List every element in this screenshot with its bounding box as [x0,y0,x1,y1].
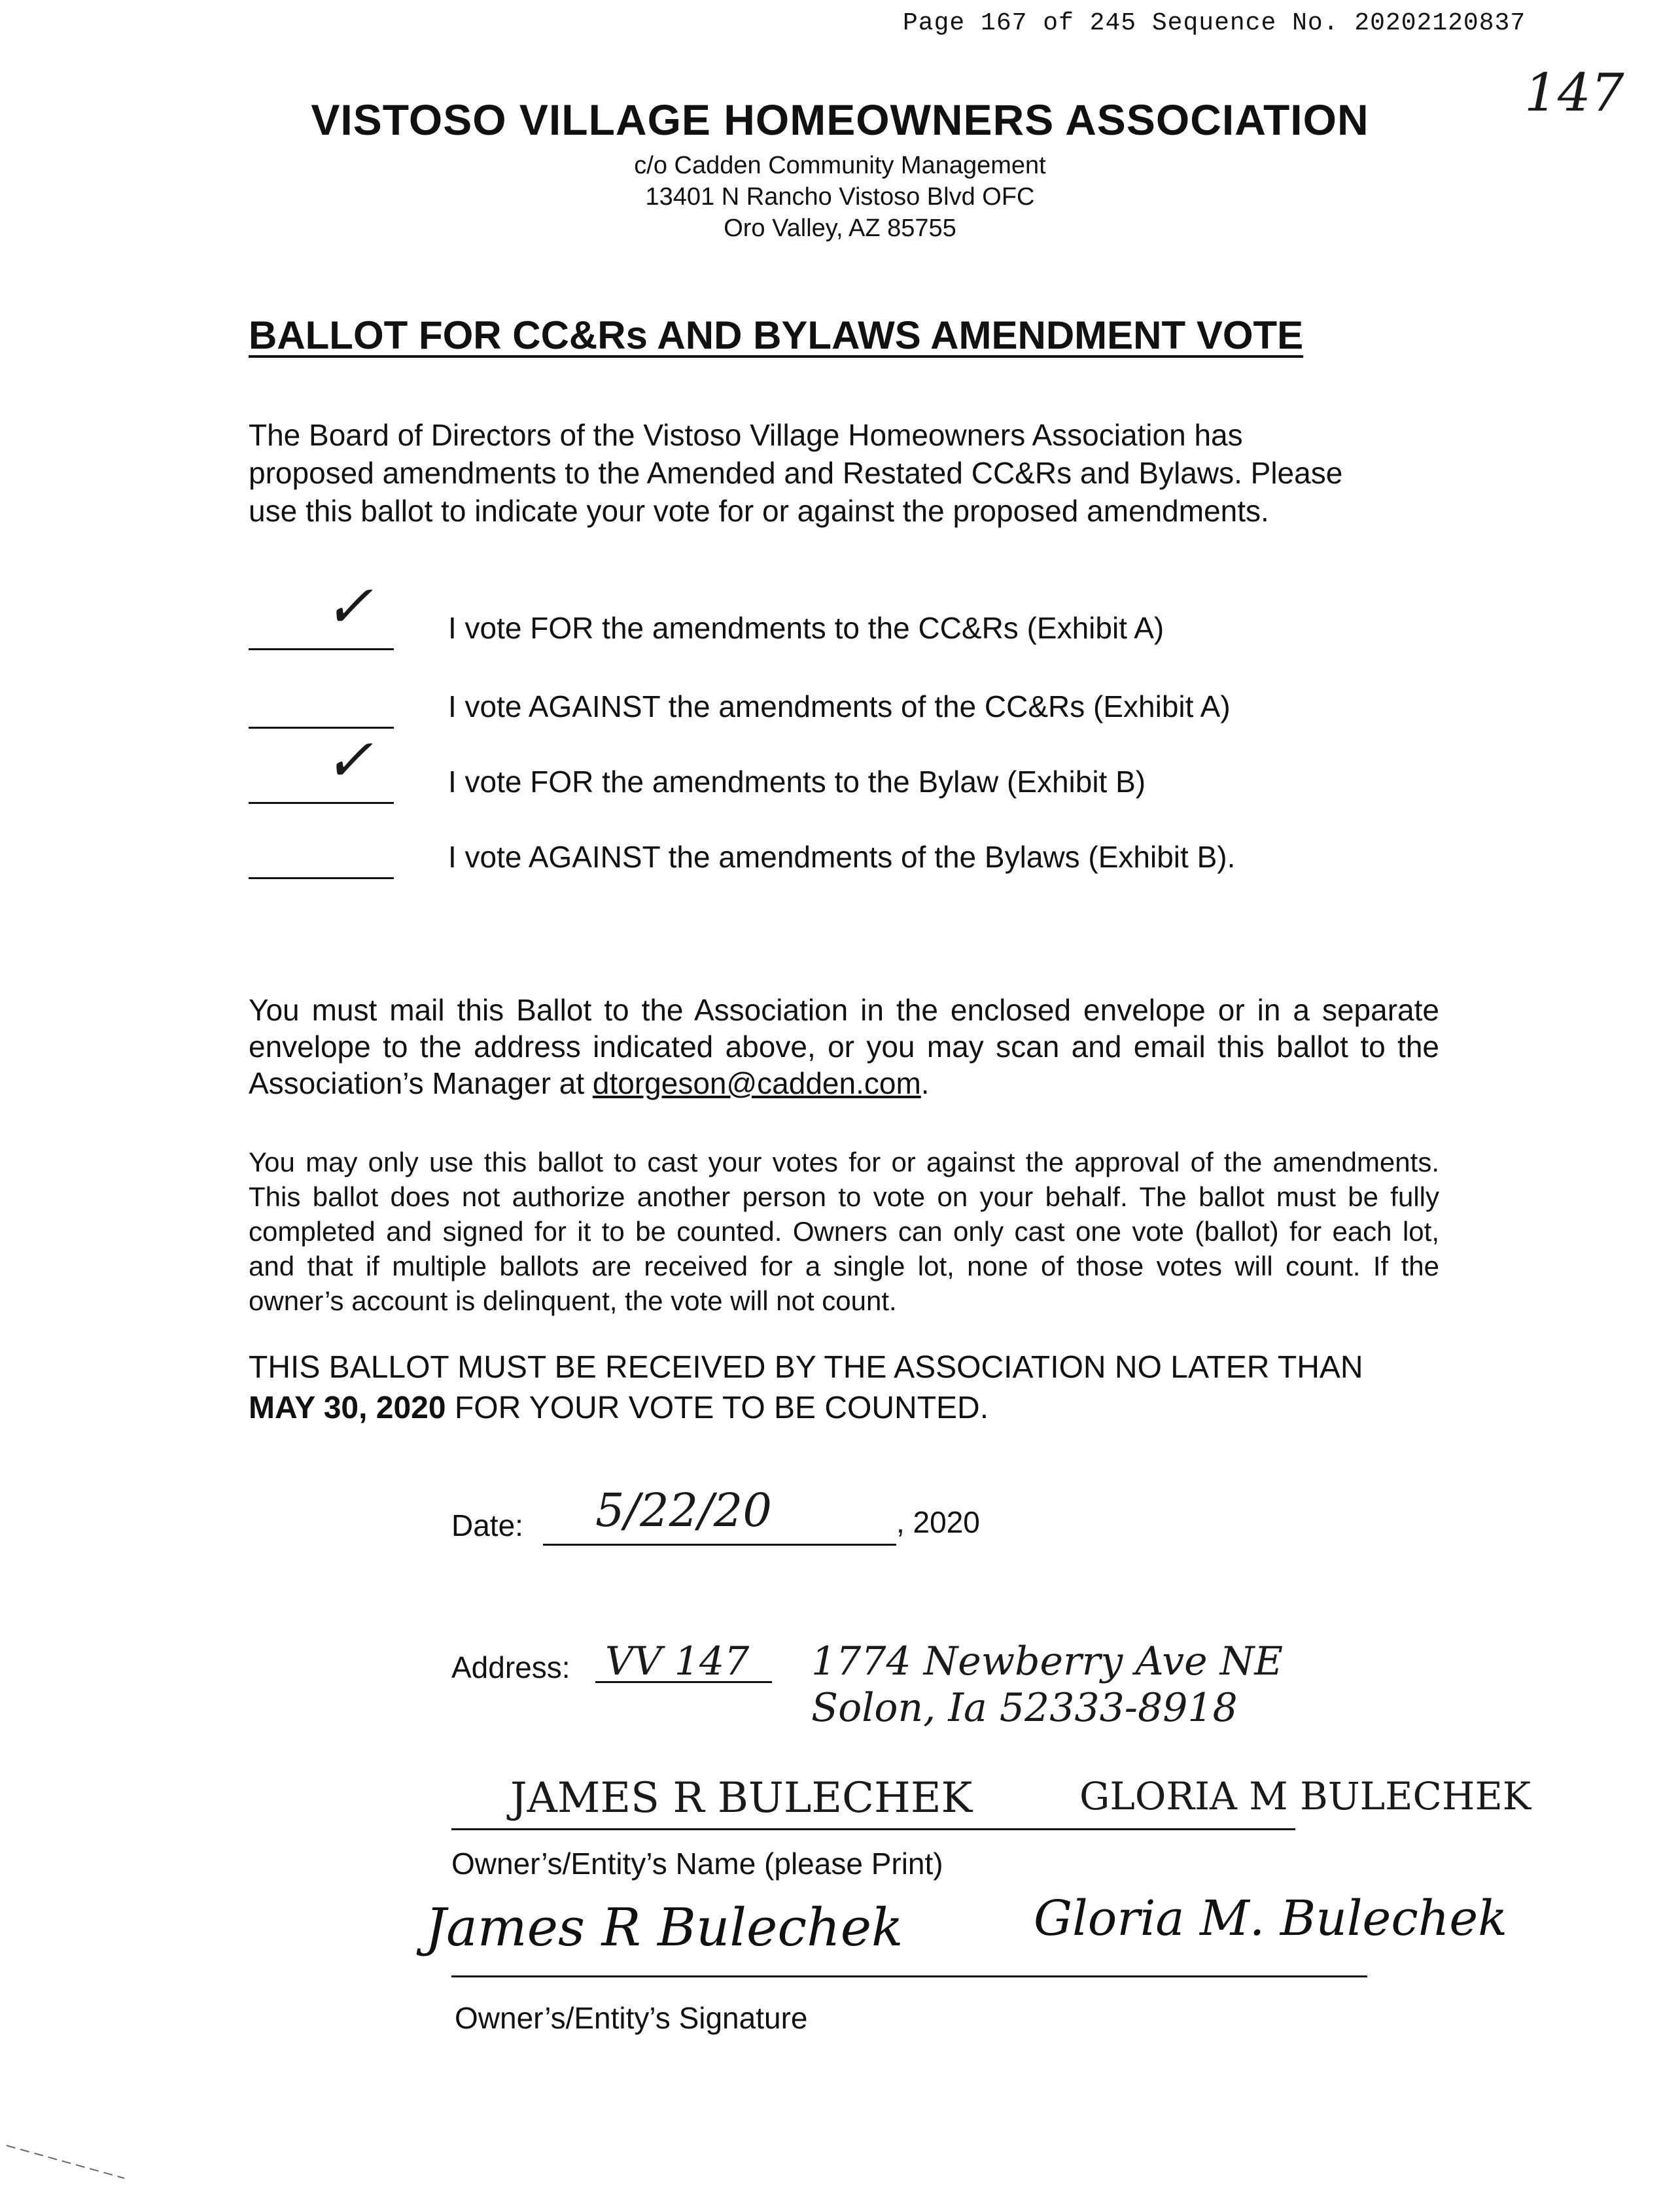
date-year-suffix: , 2020 [896,1505,980,1539]
vote-label: I vote AGAINST the amendments of the Bylaws (Exhibit B). [448,840,1236,874]
address-lot-value: VV 147 [605,1639,750,1684]
vote-label: I vote FOR the amendments to the CC&Rs (Exhibit A) [448,611,1164,645]
mail-instructions-text: You must mail this Ballot to the Association in the enclosed envelope or in a separate envelope to the address indicated above, or you may scan and email this ballot to the Association’s Manager at [249,993,1439,1100]
deadline-date: MAY 30, 2020 [249,1391,446,1425]
deadline-line-2 [249,1388,1439,1429]
signature-2: Gloria M. Bulechek [1034,1890,1508,1947]
vote-option-cc-rs-for[interactable] [249,572,1426,657]
ballot-rules: You may only use this ballot to cast your votes for or against the approval of the amendments. This ballot does not authorize another person to vote on your behalf. The ballot must be fully completed and signed for it to be counted. Owners can only cast one vote (ballot) for each lot, and that if multiple ballots are received for a single lot, none of those votes will count. If the owner’s account is delinquent, the vote will not count. [249,1147,1439,1316]
signature-1: James R Bulechek [425,1897,903,1958]
deadline-rest: FOR YOUR VOTE TO BE COUNTED. [446,1391,989,1425]
intro-paragraph: The Board of Directors of the Vistoso Village Homeowners Association has proposed amendments to the Amended and Restated CC&Rs and Bylaws. Please use this ballot to indicate your vote for or against the proposed amendments. [249,418,1343,528]
signature-label: Owner’s/Entity’s Signature [455,2001,808,2035]
check-mark-icon: ✓ [324,726,374,795]
sequence-header: Page 167 of 245 Sequence No. 20202120837 [903,9,1526,37]
vote-option-cc-rs-against[interactable] [249,677,1426,736]
ballot-title: BALLOT FOR CC&Rs AND BYLAWS AMENDMENT VOTE [249,313,1304,357]
mail-instructions-end: . [920,1066,930,1100]
address-line-1: 1774 Newberry Ave NE [811,1639,1284,1684]
organization-name: VISTOSO VILLAGE HOMEOWNERS ASSOCIATION [311,96,1369,144]
mail-instructions [249,992,1439,1102]
vote-blank[interactable] [249,827,394,879]
address-line-2: Solon, Ia 52333-8918 [811,1685,1238,1731]
check-mark-icon: ✓ [324,572,374,641]
owner-name-2: GLORIA M BULECHEK [1079,1774,1531,1818]
org-address-line-1: c/o Cadden Community Management [634,152,1046,179]
date-value: 5/22/20 [595,1484,772,1537]
org-address-line-2: 13401 N Rancho Vistoso Blvd OFC [645,183,1035,211]
vote-option-bylaws-against[interactable] [249,827,1426,886]
vote-label: I vote FOR the amendments to the Bylaw (Exhibit B) [448,765,1146,799]
handwritten-page-number: 147 [1524,62,1624,123]
vote-blank[interactable] [249,677,394,729]
address-label: Address: [451,1650,570,1684]
deadline-notice [249,1347,1439,1429]
manager-email-link[interactable]: dtorgeson@cadden.com [592,1066,921,1100]
org-address-line-3: Oro Valley, AZ 85755 [724,215,956,242]
vote-label: I vote AGAINST the amendments of the CC&Rs (Exhibit A) [448,689,1231,723]
date-label: Date: [451,1508,523,1542]
scan-artifact-mark [0,2139,144,2185]
vote-option-bylaw-for[interactable] [249,726,1426,811]
owner-name-1: JAMES R BULECHEK [510,1774,973,1822]
deadline-line-1: THIS BALLOT MUST BE RECEIVED BY THE ASSOCIATION NO LATER THAN [249,1350,1363,1385]
owner-name-label: Owner’s/Entity’s Name (please Print) [451,1847,943,1881]
